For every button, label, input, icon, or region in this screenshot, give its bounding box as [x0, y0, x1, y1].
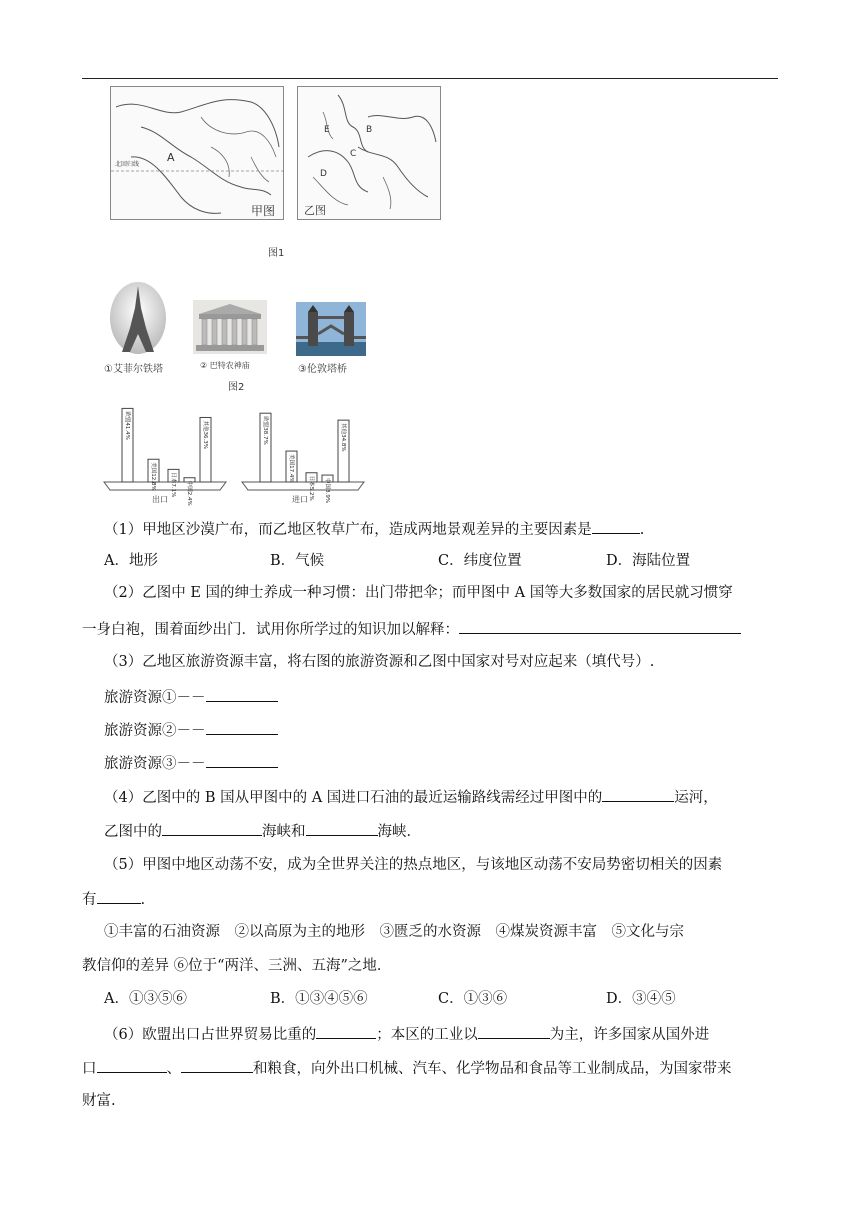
q3-item-2-text: 旅游资源②－－: [104, 723, 206, 739]
landmark-eiffel-caption: ①艾菲尔铁塔: [104, 364, 163, 375]
trade-charts: [100, 396, 380, 506]
q3-item-1-text: 旅游资源①－－: [104, 690, 206, 706]
figure-2-caption: 图2: [228, 382, 245, 393]
export-chart-bar-label: 中国2.4%: [186, 480, 192, 506]
map-yi-label-e: E: [324, 125, 330, 135]
q2-line-1: （2）乙图中 E 国的绅士养成一种习惯：出门带把伞；而甲图中 A 国等大多数国家的居民就习惯穿: [104, 585, 733, 601]
q5-option-a[interactable]: A．①③⑤⑥: [104, 991, 187, 1007]
q6-part-1: （6）欧盟出口占世界贸易比重的: [104, 1027, 317, 1043]
q5-line-2-text: 有: [82, 892, 97, 908]
landmark-parthenon-caption: ② 巴特农神庙: [200, 361, 250, 370]
q5-line-2: [82, 888, 778, 910]
map-yi-drawing: [298, 87, 440, 219]
import-chart-bar-label: 其他34.8%: [340, 423, 346, 452]
q4-part-4: 海峡和: [262, 824, 306, 840]
export-chart: [104, 408, 226, 505]
export-chart-ship-hull: [104, 482, 226, 490]
landmark-tower-bridge: [296, 302, 366, 356]
q3-item-1: [82, 686, 778, 708]
q1-stem-end: .: [639, 522, 645, 538]
map-jia-label-a: A: [167, 151, 175, 164]
q4-canal-blank[interactable]: [602, 786, 674, 802]
q1-option-a[interactable]: A．地形: [104, 553, 158, 569]
q3-item-2-blank[interactable]: [206, 719, 278, 735]
map-yi-title: 乙图: [304, 204, 326, 217]
q5-line-4: 教信仰的差异 ⑥位于“两洋、三洲、五海”之地．: [82, 958, 392, 974]
q4-part-3: 乙图中的: [104, 824, 162, 840]
q2-answer-blank[interactable]: [459, 618, 741, 634]
export-chart-bar-label: 其他36.3%: [202, 420, 208, 449]
q6-part-5: 、: [166, 1061, 181, 1077]
q4-part-5: 海峡．: [377, 824, 421, 840]
q2-line-2: [82, 618, 778, 640]
import-chart-bar-label: 日本5.2%: [308, 475, 314, 501]
landmark-tower-bridge-caption: ③伦敦塔桥: [298, 364, 347, 375]
parthenon-icon: [193, 300, 267, 354]
import-chart-bar-label: 中国3.9%: [324, 478, 330, 504]
import-chart-ship-hull: [242, 482, 364, 490]
q4-strait-2-blank[interactable]: [306, 820, 378, 836]
map-yi-label-c: C: [350, 149, 357, 159]
q1-stem-text: （1）甲地区沙漠广布，而乙地区牧草广布，造成两地景观差异的主要因素是: [104, 522, 592, 538]
map-yi-label-b: B: [366, 125, 373, 135]
q6-part-4: 口: [82, 1061, 97, 1077]
header-rule: [82, 78, 778, 79]
import-chart-caption: 进口: [292, 495, 308, 504]
q6-industry-blank[interactable]: [478, 1023, 550, 1039]
export-chart-bar-label: 日本7.1%: [170, 472, 176, 498]
q4-line-1: [82, 786, 778, 808]
q1-answer-blank[interactable]: [592, 518, 640, 534]
q3-item-1-blank[interactable]: [206, 686, 278, 702]
q4-strait-1-blank[interactable]: [162, 820, 262, 836]
q5-line-2-end: .: [140, 892, 146, 908]
q6-part-3: 为主，许多国家从国外进: [549, 1027, 710, 1043]
q5-option-c[interactable]: C．①③⑥: [438, 991, 508, 1007]
export-chart-caption: 出口: [152, 495, 168, 504]
q5-option-b[interactable]: B．①③④⑤⑥: [270, 991, 368, 1007]
q2-line-2-text: 一身白袍，围着面纱出门．试用你所学过的知识加以解释：: [82, 622, 459, 638]
q6-import-2-blank[interactable]: [181, 1057, 253, 1073]
import-chart-bar-label: 美国17.4%: [288, 454, 294, 483]
q4-part-2: 运河，: [674, 790, 718, 806]
tower-bridge-icon: [296, 302, 366, 356]
q6-line-1: [82, 1023, 778, 1045]
import-chart: [242, 413, 364, 503]
map-jia-title: 甲图: [251, 204, 276, 218]
q6-share-blank[interactable]: [316, 1023, 376, 1039]
export-chart-bar-label: 欧盟41.4%: [124, 411, 130, 440]
landmark-eiffel: [108, 278, 168, 356]
q3-item-3: [82, 752, 778, 774]
map-jia-tropic-label: 北回归线: [115, 161, 140, 168]
q3-item-3-blank[interactable]: [206, 752, 278, 768]
q1-stem: [82, 518, 778, 540]
eiffel-tower-icon: [108, 278, 168, 356]
q1-option-c[interactable]: C．纬度位置: [438, 553, 522, 569]
q6-part-2: ；本区的工业以: [376, 1027, 478, 1043]
q6-part-6: 和粮食，向外出口机械、汽车、化学物品和食品等工业制成品，为国家带来: [253, 1061, 732, 1077]
map-yi-label-d: D: [320, 169, 327, 179]
q3-item-2: [82, 719, 778, 741]
q5-line-3: ①丰富的石油资源 ②以高原为主的地形 ③匮乏的水资源 ④煤炭资源丰富 ⑤文化与宗: [104, 924, 684, 940]
q5-answer-blank[interactable]: [97, 888, 141, 904]
q1-option-d[interactable]: D．海陆位置: [606, 553, 691, 569]
q6-line-2: [82, 1057, 778, 1079]
figure-1-caption: 图1: [268, 248, 285, 259]
q5-line-1: （5）甲图中地区动荡不安，成为全世界关注的热点地区，与该地区动荡不安局势密切相关的因素: [104, 857, 723, 873]
q3-stem: （3）乙地区旅游资源丰富，将右图的旅游资源和乙图中国家对号对应起来（填代号）.: [104, 654, 655, 670]
landmark-parthenon: [193, 300, 267, 354]
map-jia-drawing: [111, 87, 283, 219]
q4-line-2: [82, 820, 778, 842]
q3-item-3-text: 旅游资源③－－: [104, 756, 206, 772]
q1-option-b[interactable]: B．气候: [270, 553, 325, 569]
q4-part-1: （4）乙图中的 B 国从甲图中的 A 国进口石油的最近运输路线需经过甲图中的: [104, 790, 603, 806]
export-chart-bar-label: 美国12.8%: [150, 462, 156, 491]
q6-import-1-blank[interactable]: [97, 1057, 167, 1073]
map-yi: [297, 86, 441, 220]
import-chart-bar-label: 欧盟38.7%: [262, 416, 268, 445]
q5-option-d[interactable]: D．③④⑤: [606, 991, 676, 1007]
q6-line-3: 财富.: [82, 1093, 116, 1109]
map-jia: [110, 86, 284, 220]
